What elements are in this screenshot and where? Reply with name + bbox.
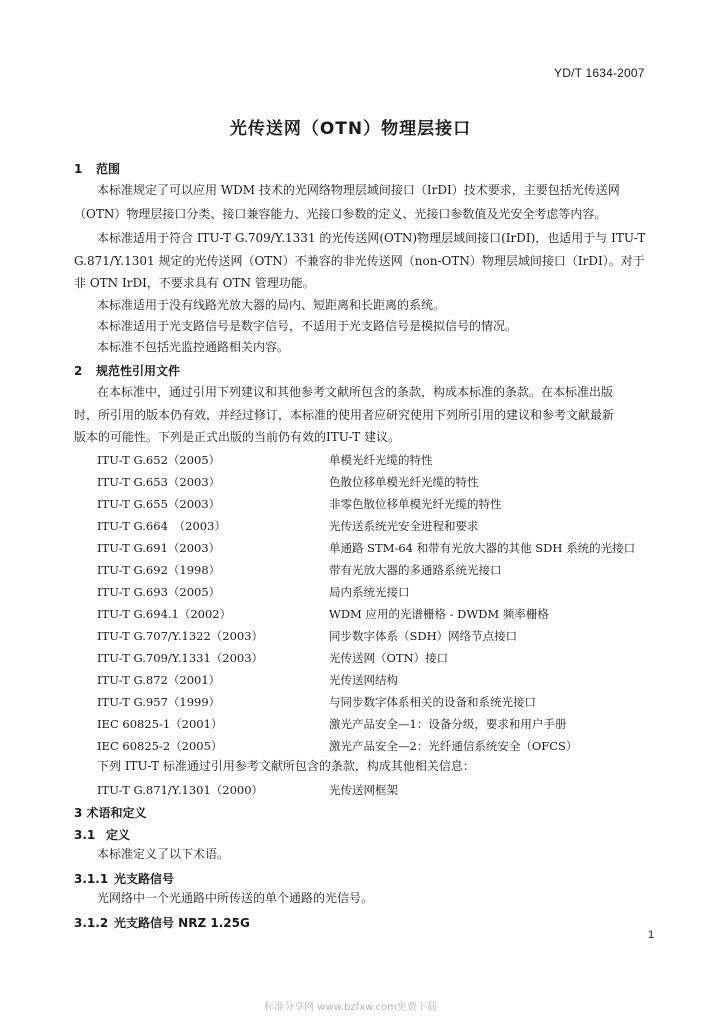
reference-code: IEC 60825-2（2005） — [97, 739, 223, 753]
subsection-title: 定义 — [106, 828, 131, 842]
reference-code: ITU-T G.707/Y.1322（2003） — [97, 629, 264, 643]
reference-title: 单模光纤光缆的特性 — [329, 453, 433, 467]
reference-title: 同步数字体系（SDH）网络节点接口 — [329, 629, 518, 643]
section-title: 术语和定义 — [86, 806, 147, 820]
section-title: 范围 — [96, 162, 121, 176]
reference-code: ITU-T G.692（1998） — [97, 563, 221, 577]
subsection-title: 光支路信号 NRZ 1.25G — [114, 916, 250, 930]
paragraph-line: 非 OTN IrDI，不要求具有 OTN 管理功能。 — [74, 276, 315, 290]
section-number: 1 — [74, 162, 83, 176]
paragraph-line: 在本标准中，通过引用下列建议和其他参考文献所包含的条款，构成本标准的条款。在本标准出版 — [97, 385, 614, 399]
reference-code: ITU-T G.694.1（2002） — [97, 607, 232, 621]
paragraph-line: 本标准不包括光监控通路相关内容。 — [97, 340, 290, 354]
subsection-number: 3.1 — [74, 828, 96, 842]
reference-title: 激光产品安全—1：设备分级，要求和用户手册 — [329, 717, 567, 731]
reference-code: ITU-T G.693（2005） — [97, 585, 221, 599]
reference-code: ITU-T G.655（2003） — [97, 497, 221, 511]
section-number: 2 — [74, 364, 83, 378]
reference-title: 光传送系统光安全进程和要求 — [329, 519, 479, 533]
footer-watermark: 标准分享网 www.bzfxw.com免费下载 — [264, 1002, 437, 1013]
paragraph-line: 时，所引用的版本仍有效，并经过修订，本标准的使用者应研究使用下列所引用的建议和参考文献最新 — [74, 408, 615, 422]
reference-code: ITU-T G.664 （2003） — [97, 519, 226, 533]
subsection-3-1-2-heading — [74, 914, 250, 931]
subsection-3-1-1-heading — [74, 870, 174, 887]
paragraph-line: 本标准规定了可以应用 WDM 技术的光网络物理层域间接口（IrDI）技术要求，主要包括光传送网 — [97, 183, 620, 197]
page-title: 光传送网（OTN）物理层接口 — [229, 119, 472, 139]
reference-title: WDM 应用的光谱栅格 - DWDM 频率栅格 — [329, 607, 549, 621]
reference-code: ITU-T G.691（2003） — [97, 541, 221, 555]
subsection-number: 3.1.1 — [74, 872, 109, 886]
reference-code: ITU-T G.709/Y.1331（2003） — [97, 651, 264, 665]
reference-code: ITU-T G.872（2001） — [97, 673, 221, 687]
reference-title: 光传送网框架 — [329, 783, 398, 797]
paragraph-line: 本标准适用于光支路信号是数字信号，不适用于光支路信号是模拟信号的情况。 — [97, 319, 518, 333]
paragraph-line: 本标准适用于符合 ITU-T G.709/Y.1331 的光传送网(OTN)物理层域间接口(IrDI)，也适用于与 ITU-T — [97, 231, 646, 245]
section-2-heading — [74, 362, 180, 379]
subsection-3-1-heading — [74, 826, 130, 843]
paragraph-line: （OTN）物理层接口分类、接口兼容能力、光接口参数的定义、光接口参数值及光安全考虑等内容。 — [74, 207, 607, 221]
subsection-number: 3.1.2 — [74, 916, 109, 930]
paragraph-line: 本标准定义了以下术语。 — [97, 847, 230, 861]
reference-title: 光传送网结构 — [329, 673, 398, 687]
reference-code: ITU-T G.871/Y.1301（2000） — [97, 783, 264, 797]
reference-code: ITU-T G.653（2003） — [97, 475, 221, 489]
reference-title: 单通路 STM-64 和带有光放大器的其他 SDH 系统的光接口 — [329, 541, 636, 555]
section-number: 3 — [74, 806, 83, 820]
section-title: 规范性引用文件 — [96, 364, 181, 378]
section-3-heading — [74, 804, 147, 821]
reference-title: 激光产品安全—2：光纤通信系统安全（OFCS） — [329, 739, 578, 753]
reference-title: 与同步数字体系相关的设备和系统光接口 — [329, 695, 536, 709]
paragraph-line: 版本的可能性。下列是正式出版的当前仍有效的ITU-T 建议。 — [74, 430, 401, 444]
paragraph-line: G.871/Y.1301 规定的光传送网（OTN）不兼容的非光传送网（non-OTN）物理层域间接口（IrDI）。对于 — [74, 254, 645, 268]
reference-title: 色散位移单模光纤光缆的特性 — [329, 475, 479, 489]
page-number: 1 — [648, 929, 655, 941]
reference-code: ITU-T G.652（2005） — [97, 453, 221, 467]
subsection-title: 光支路信号 — [114, 872, 175, 886]
reference-code: IEC 60825-1（2001） — [97, 717, 223, 731]
reference-title: 带有光放大器的多通路系统光接口 — [329, 563, 502, 577]
reference-title: 非零色散位移单模光纤光缆的特性 — [329, 497, 502, 511]
reference-code: ITU-T G.957（1999） — [97, 695, 221, 709]
paragraph-line: 本标准适用于没有线路光放大器的局内、短距离和长距离的系统。 — [97, 298, 446, 312]
paragraph-line: 下列 ITU-T 标准通过引用参考文献所包含的条款，构成其他相关信息： — [97, 759, 475, 773]
standard-code: YD/T 1634-2007 — [554, 66, 645, 80]
paragraph-line: 光网络中一个光通路中所传送的单个通路的光信号。 — [97, 891, 374, 905]
section-1-heading — [74, 160, 120, 177]
reference-title: 局内系统光接口 — [329, 585, 410, 599]
reference-title: 光传送网（OTN）接口 — [329, 651, 449, 665]
